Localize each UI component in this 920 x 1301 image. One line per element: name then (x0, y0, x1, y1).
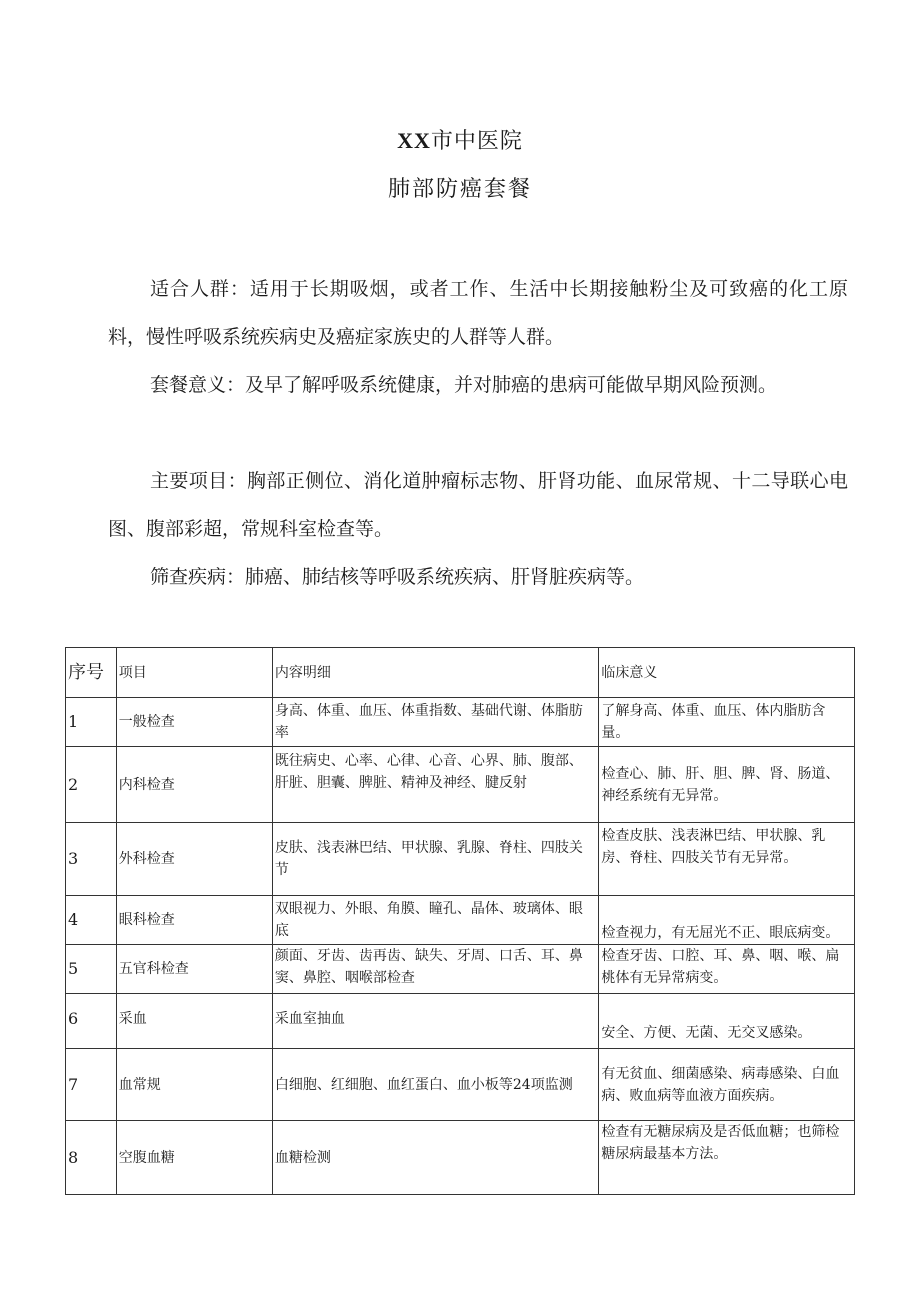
intro-screening (108, 553, 848, 601)
intro-label: 主要项目： (150, 470, 247, 492)
hospital-title-prefix: XX (397, 128, 431, 153)
intro-main-items (108, 457, 848, 553)
row-item: 空腹血糖 (116, 1121, 272, 1195)
intro-target-group (108, 265, 848, 361)
table-row (66, 747, 855, 823)
row-item: 眼科检查 (116, 896, 272, 945)
header-meaning: 临床意义 (599, 648, 855, 698)
row-item: 五官科检查 (116, 945, 272, 994)
row-meaning: 检查视力，有无屈光不正、眼底病变。 (599, 896, 855, 945)
row-item: 血常规 (116, 1049, 272, 1121)
intro-text: 及早了解呼吸系统健康，并对肺癌的患病可能做早期风险预测。 (245, 374, 778, 396)
intro-label: 套餐意义： (150, 374, 246, 396)
row-detail: 白细胞、红细胞、血红蛋白、血小板等24项监测 (272, 1049, 599, 1121)
row-no: 3 (66, 823, 117, 896)
intro-text: 适用于长期吸烟，或者工作、生活中长期接触粉尘及可致癌的化工原料，慢性呼吸系统疾病史及癌症家族史的人群等人群。 (108, 278, 848, 348)
hospital-title (0, 124, 920, 155)
row-detail: 皮肤、浅表淋巴结、甲状腺、乳腺、脊柱、四肢关节 (272, 823, 599, 896)
row-detail: 身高、体重、血压、体重指数、基础代谢、体脂肪率 (272, 698, 599, 747)
row-no: 5 (66, 945, 117, 994)
row-no: 7 (66, 1049, 117, 1121)
intro-label: 筛查疾病： (150, 566, 246, 588)
row-no: 8 (66, 1121, 117, 1195)
table-row (66, 823, 855, 896)
row-detail: 采血室抽血 (272, 994, 599, 1049)
table-row (66, 994, 855, 1049)
row-item: 采血 (116, 994, 272, 1049)
row-meaning: 检查牙齿、口腔、耳、鼻、咽、喉、扁桃体有无异常病变。 (599, 945, 855, 994)
intro-significance (108, 361, 848, 409)
row-meaning: 检查有无糖尿病及是否低血糖；也筛检糖尿病最基本方法。 (599, 1121, 855, 1195)
exam-items-table (65, 647, 855, 1195)
row-item: 内科检查 (116, 747, 272, 823)
row-meaning: 检查皮肤、浅表淋巴结、甲状腺、乳房、脊柱、四肢关节有无异常。 (599, 823, 855, 896)
intro-text: 肺癌、肺结核等呼吸系统疾病、肝肾脏疾病等。 (245, 566, 645, 588)
table-row (66, 698, 855, 747)
intro-text: 胸部正侧位、消化道肿瘤标志物、肝肾功能、血尿常规、十二导联心电图、腹部彩超，常规科室检查等。 (108, 470, 848, 540)
row-no: 4 (66, 896, 117, 945)
row-no: 1 (66, 698, 117, 747)
package-title: 肺部防癌套餐 (387, 177, 532, 202)
table-row (66, 945, 855, 994)
row-no: 2 (66, 747, 117, 823)
row-meaning: 安全、方便、无菌、无交叉感染。 (599, 994, 855, 1049)
row-meaning: 有无贫血、细菌感染、病毒感染、白血病、败血病等血液方面疾病。 (599, 1049, 855, 1121)
intro-label: 适合人群： (150, 278, 250, 300)
table-row (66, 896, 855, 945)
row-detail: 双眼视力、外眼、角膜、瞳孔、晶体、玻璃体、眼底 (272, 896, 599, 945)
row-detail: 既往病史、心率、心律、心音、心界、肺、腹部、肝脏、胆囊、脾脏、精神及神经、腱反射 (272, 747, 599, 823)
header-detail: 内容明细 (272, 648, 599, 698)
row-item: 外科检查 (116, 823, 272, 896)
row-detail: 颜面、牙齿、齿再齿、缺失、牙周、口舌、耳、鼻窦、鼻腔、咽喉部检查 (272, 945, 599, 994)
row-meaning: 检查心、肺、肝、胆、脾、肾、肠道、神经系统有无异常。 (599, 747, 855, 823)
table-header-row (66, 648, 855, 698)
row-detail: 血糖检测 (272, 1121, 599, 1195)
header-no: 序号 (66, 648, 117, 698)
table-row (66, 1049, 855, 1121)
header-item: 项目 (116, 648, 272, 698)
row-no: 6 (66, 994, 117, 1049)
row-meaning: 了解身高、体重、血压、体内脂肪含量。 (599, 698, 855, 747)
table-row (66, 1121, 855, 1195)
row-item: 一般检查 (116, 698, 272, 747)
hospital-title-rest: 市中医院 (430, 129, 523, 154)
